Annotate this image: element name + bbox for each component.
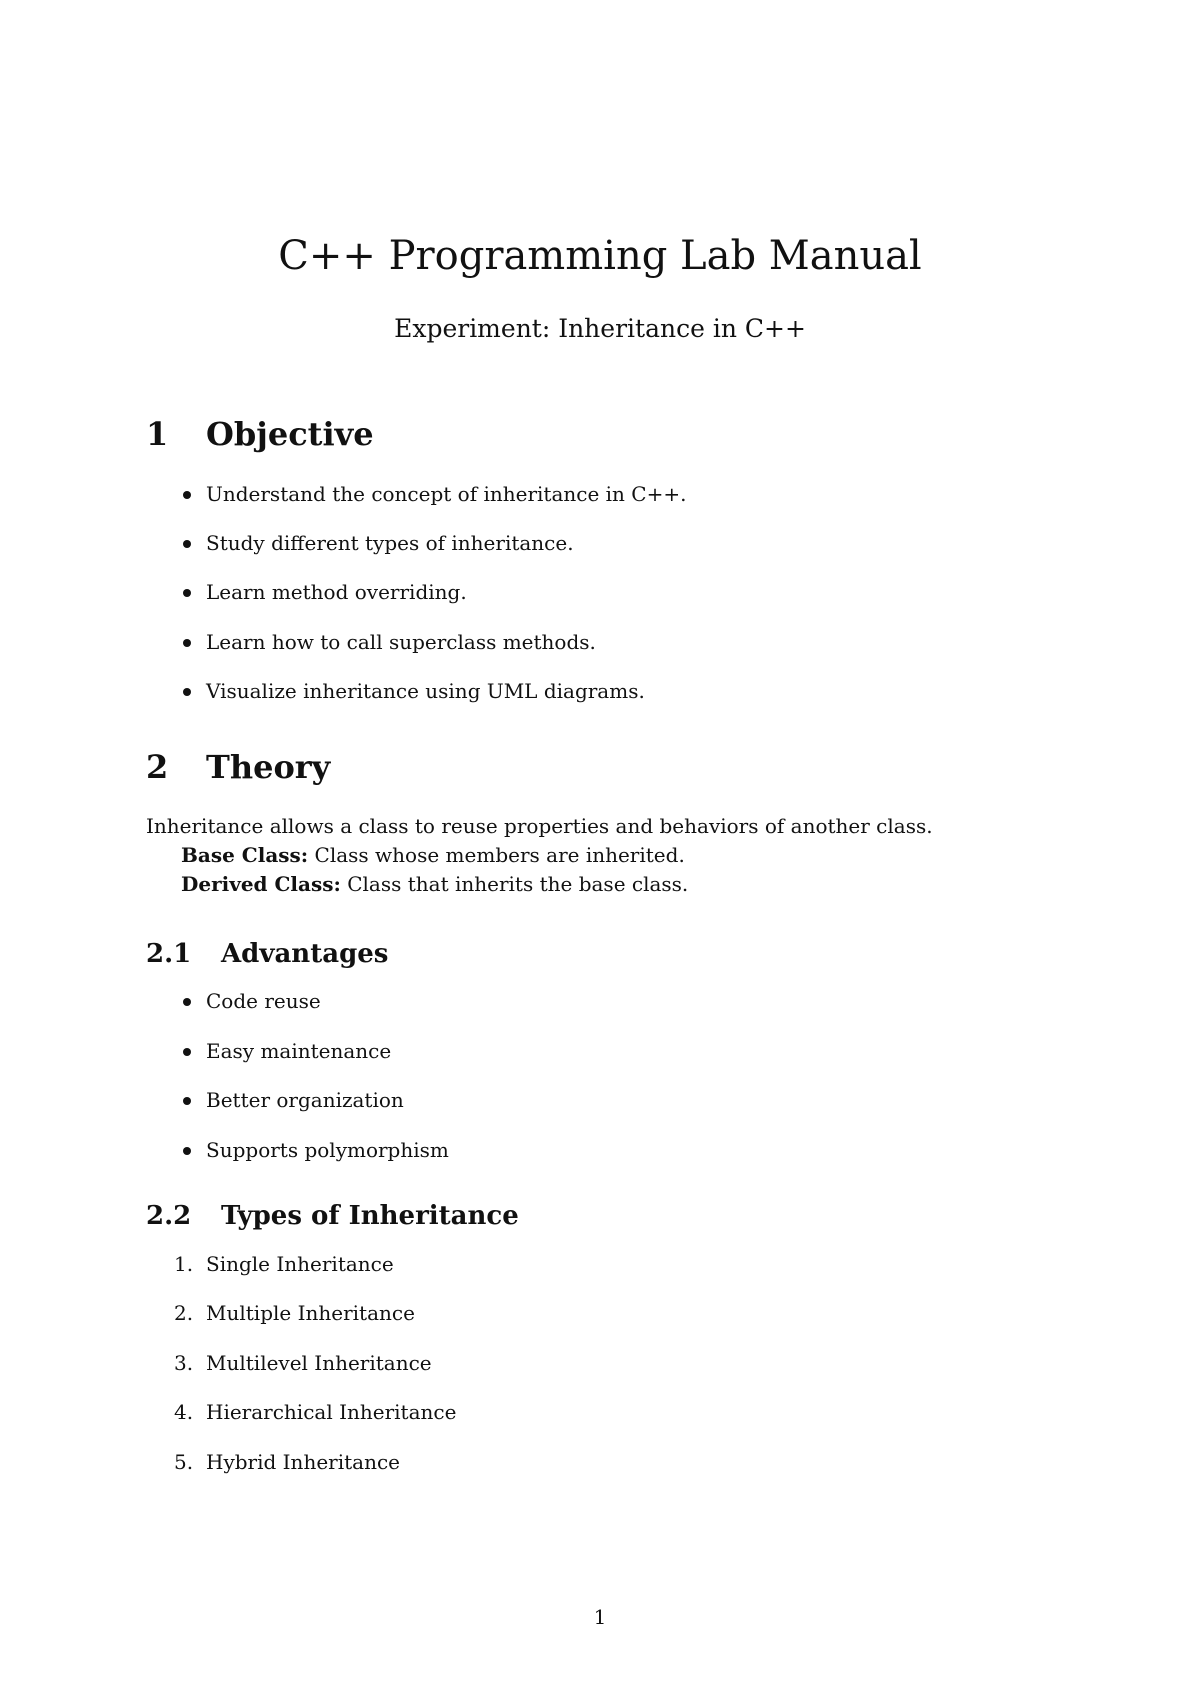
section-title: Theory	[206, 748, 331, 786]
list-item-text: Supports polymorphism	[206, 1138, 449, 1162]
list-item-text: Study different types of inheritance.	[206, 531, 574, 555]
section-heading-theory	[146, 746, 330, 788]
list-item-text: Learn how to call superclass methods.	[206, 630, 596, 654]
derived-class-definition	[181, 870, 688, 898]
bullet-icon	[183, 1048, 191, 1056]
list-item-number: 4.	[174, 1400, 194, 1424]
list-item-number: 2.	[174, 1301, 194, 1325]
section-title: Objective	[206, 415, 374, 453]
derived-class-label: Derived Class:	[181, 872, 341, 896]
base-class-label: Base Class:	[181, 843, 309, 867]
section-heading-objective	[146, 413, 374, 455]
bullet-icon	[183, 998, 191, 1006]
list-item-text: Understand the concept of inheritance in C++.	[206, 482, 687, 506]
theory-intro: Inheritance allows a class to reuse properties and behaviors of another class.	[146, 814, 933, 838]
list-item-number: 3.	[174, 1351, 194, 1375]
bullet-icon	[183, 540, 191, 548]
list-item-number: 1.	[174, 1252, 194, 1276]
list-item-text: Code reuse	[206, 989, 321, 1013]
page-number: 1	[593, 1605, 607, 1629]
list-item-text: Multilevel Inheritance	[206, 1351, 432, 1375]
list-item-text: Hierarchical Inheritance	[206, 1400, 457, 1424]
list-item-number: 5.	[174, 1450, 194, 1474]
base-class-text: Class whose members are inherited.	[314, 843, 685, 867]
document-title: C++ Programming Lab Manual	[278, 233, 922, 279]
section-number: 1	[146, 415, 169, 453]
base-class-definition	[181, 841, 685, 869]
bullet-icon	[183, 491, 191, 499]
subsection-title: Types of Inheritance	[221, 1201, 519, 1231]
bullet-icon	[183, 688, 191, 696]
bullet-icon	[183, 1097, 191, 1105]
list-item-text: Single Inheritance	[206, 1252, 394, 1276]
bullet-icon	[183, 639, 191, 647]
list-item-text: Visualize inheritance using UML diagrams.	[206, 679, 645, 703]
subsection-title: Advantages	[221, 939, 389, 969]
bullet-icon	[183, 1147, 191, 1155]
document-subtitle: Experiment: Inheritance in C++	[394, 314, 806, 343]
list-item-text: Multiple Inheritance	[206, 1301, 415, 1325]
derived-class-text: Class that inherits the base class.	[347, 872, 689, 896]
subsection-number: 2.1	[146, 939, 192, 969]
subsection-heading-advantages	[146, 936, 388, 972]
subsection-heading-types	[146, 1198, 519, 1234]
subsection-number: 2.2	[146, 1201, 192, 1231]
bullet-icon	[183, 589, 191, 597]
list-item-text: Hybrid Inheritance	[206, 1450, 400, 1474]
list-item-text: Easy maintenance	[206, 1039, 392, 1063]
list-item-text: Better organization	[206, 1088, 404, 1112]
list-item-text: Learn method overriding.	[206, 580, 467, 604]
section-number: 2	[146, 748, 169, 786]
